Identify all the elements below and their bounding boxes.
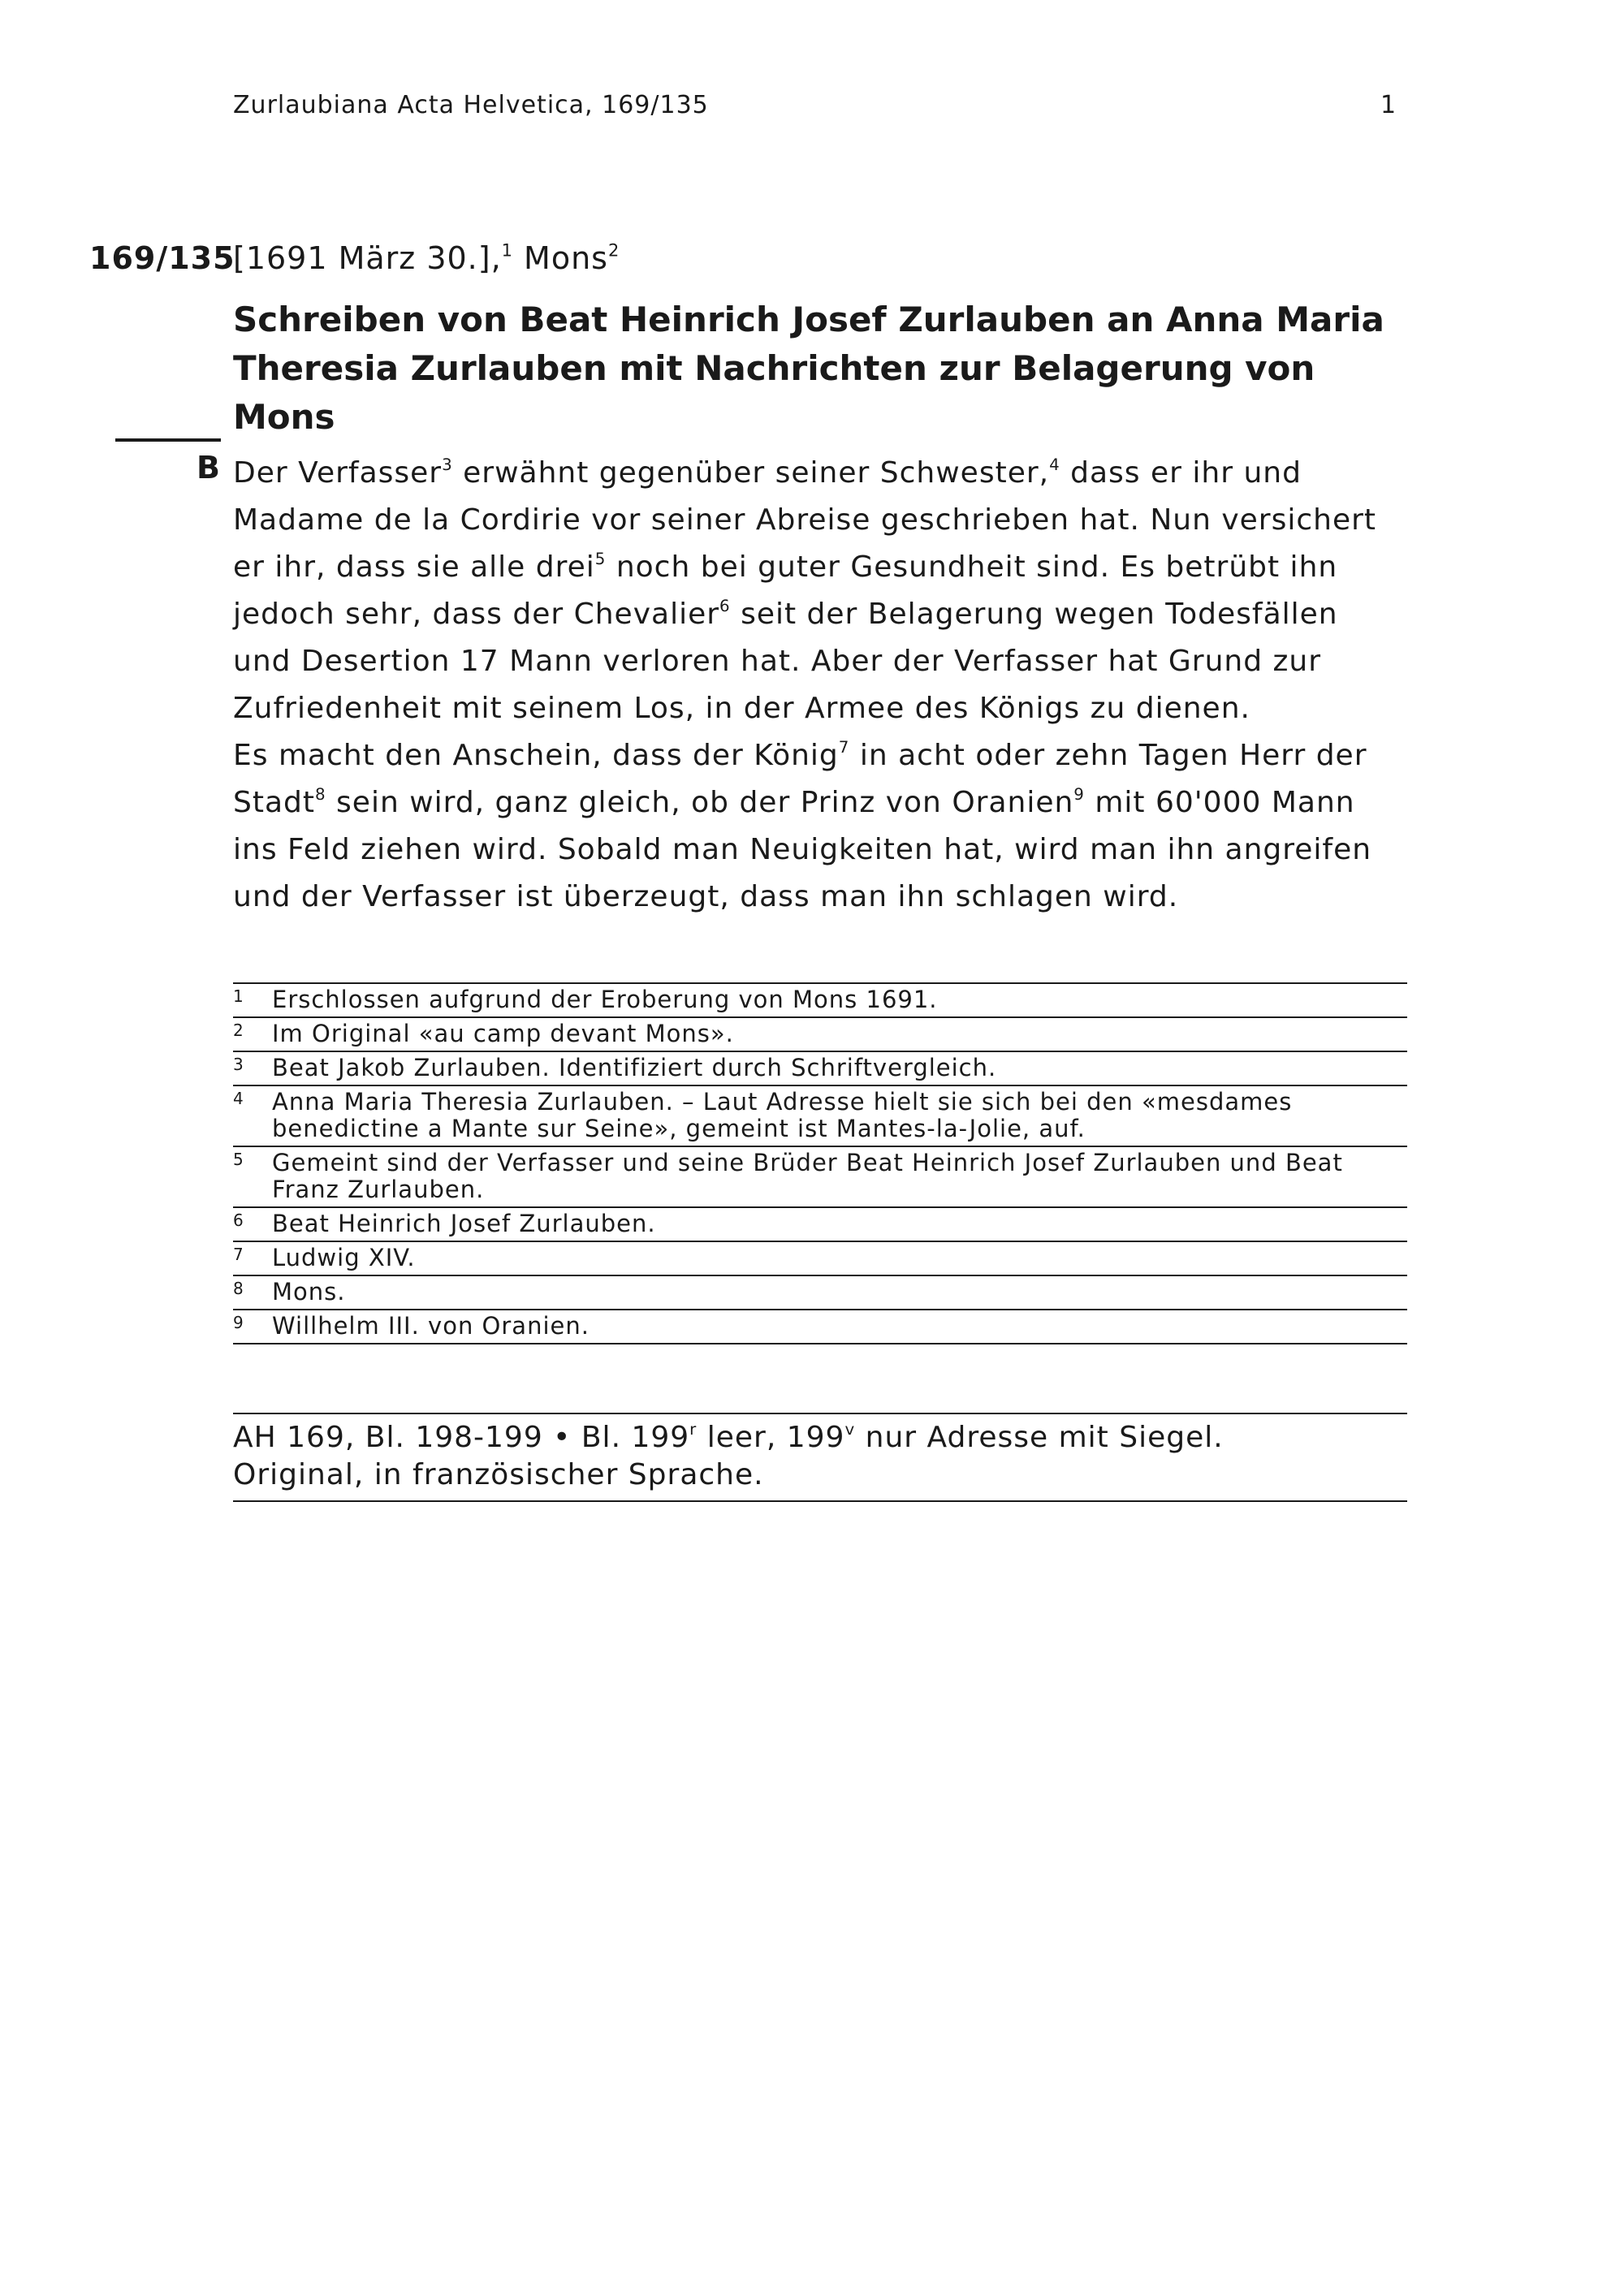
document-date: [1691 März 30.], <box>233 240 502 276</box>
document-number: 169/135 <box>89 240 235 276</box>
summary-paragraph-2 <box>233 732 1402 921</box>
summary-text <box>233 450 1402 921</box>
source-note <box>233 1413 1407 1502</box>
footnote-mark: 8 <box>233 1275 272 1310</box>
footnote-ref-5[interactable]: 5 <box>594 550 607 569</box>
footnote-text: Beat Jakob Zurlauben. Identifiziert durch Schriftvergleich. <box>272 1051 1407 1085</box>
summary-paragraph-1 <box>233 450 1402 732</box>
text-run: dass er ihr und Madame de la Cordirie vor seiner Abreise geschrieben hat. Nun versichert er ihr, dass sie alle drei <box>233 456 1377 584</box>
footnote-mark: 4 <box>233 1085 272 1146</box>
footnote-row <box>233 1275 1407 1310</box>
footnote-row <box>233 1051 1407 1085</box>
text-run: sein wird, ganz gleich, ob der Prinz von Oranien <box>326 786 1074 819</box>
running-title: Zurlaubiana Acta Helvetica, 169/135 <box>233 91 709 119</box>
document-place: Mons <box>512 240 608 276</box>
footnote-row <box>233 1241 1407 1275</box>
footnote-mark: 6 <box>233 1207 272 1241</box>
footnote-mark: 2 <box>233 1017 272 1051</box>
document-title: Schreiben von Beat Heinrich Josef Zurlauben an Anna Maria Theresia Zurlauben mit Nachrichten zur Belagerung von Mons <box>233 300 1384 437</box>
document-date-place <box>233 240 620 276</box>
footnote-row <box>233 1146 1407 1207</box>
footnote-mark: 1 <box>233 983 272 1017</box>
footnote-ref-1[interactable]: 1 <box>501 240 513 261</box>
footnote-ref-8[interactable]: 8 <box>315 785 326 805</box>
footnote-text: Anna Maria Theresia Zurlauben. – Laut Adresse hielt sie sich bei den «mesdames benedictine a Mante sur Seine», gemeint ist Mantes-la-Jolie, auf. <box>272 1085 1407 1146</box>
footnote-text: Mons. <box>272 1275 1407 1310</box>
footnote-ref-3[interactable]: 3 <box>442 455 453 475</box>
footnote-text: Ludwig XIV. <box>272 1241 1407 1275</box>
source-line-1 <box>233 1419 1407 1457</box>
recto-mark: r <box>689 1420 698 1439</box>
text-run: Der Verfasser <box>233 456 443 490</box>
text-run: erwähnt gegenüber seiner Schwester, <box>452 456 1050 490</box>
footnote-row <box>233 1085 1407 1146</box>
footnote-text: Erschlossen aufgrund der Eroberung von Mons 1691. <box>272 983 1407 1017</box>
footnote-ref-2[interactable]: 2 <box>607 240 620 261</box>
text-run: AH 169, Bl. 198-199 • Bl. 199 <box>233 1421 690 1454</box>
text-run: leer, 199 <box>697 1421 845 1454</box>
footnotes <box>233 982 1407 1344</box>
footnote-text: Beat Heinrich Josef Zurlauben. <box>272 1207 1407 1241</box>
footnote-ref-9[interactable]: 9 <box>1073 785 1085 805</box>
footnote-row <box>233 1017 1407 1051</box>
footnote-text: Im Original «au camp devant Mons». <box>272 1017 1407 1051</box>
text-run: Es macht den Anschein, dass der König <box>233 739 839 772</box>
text-run: in acht oder zehn Tagen Herr der Stadt <box>233 739 1367 819</box>
footnote-mark: 5 <box>233 1146 272 1207</box>
footnote-mark: 7 <box>233 1241 272 1275</box>
footnote-ref-4[interactable]: 4 <box>1049 455 1060 475</box>
footnote-row <box>233 1310 1407 1344</box>
footnote-row <box>233 1207 1407 1241</box>
footnote-ref-7[interactable]: 7 <box>838 738 850 757</box>
footnote-mark: 9 <box>233 1310 272 1344</box>
footnote-row <box>233 983 1407 1017</box>
footnote-mark: 3 <box>233 1051 272 1085</box>
text-run: nur Adresse mit Siegel. <box>855 1421 1224 1454</box>
footnote-text: Willhelm III. von Oranien. <box>272 1310 1407 1344</box>
footnote-ref-6[interactable]: 6 <box>719 597 731 616</box>
text-run: noch bei guter Gesundheit sind. Es betrübt ihn jedoch sehr, dass der Chevalier <box>233 550 1338 631</box>
section-marker: B <box>197 450 220 486</box>
footnote-text: Gemeint sind der Verfasser und seine Brüder Beat Heinrich Josef Zurlauben und Beat Franz Zurlauben. <box>272 1146 1407 1207</box>
verso-mark: v <box>844 1420 856 1439</box>
text-run: mit 60'000 Mann ins Feld ziehen wird. Sobald man Neuigkeiten hat, wird man ihn angreifen und der Verfasser ist überzeugt, dass man ihn schlagen wird. <box>233 786 1372 913</box>
source-line-2: Original, in französischer Sprache. <box>233 1458 764 1491</box>
section-divider <box>115 438 221 442</box>
text-run: seit der Belagerung wegen Todesfällen und Desertion 17 Mann verloren hat. Aber der Verfasser hat Grund zur Zufriedenheit mit seinem Los, in der Armee des Königs zu dienen. <box>233 598 1338 725</box>
page-number: 1 <box>1380 91 1397 119</box>
